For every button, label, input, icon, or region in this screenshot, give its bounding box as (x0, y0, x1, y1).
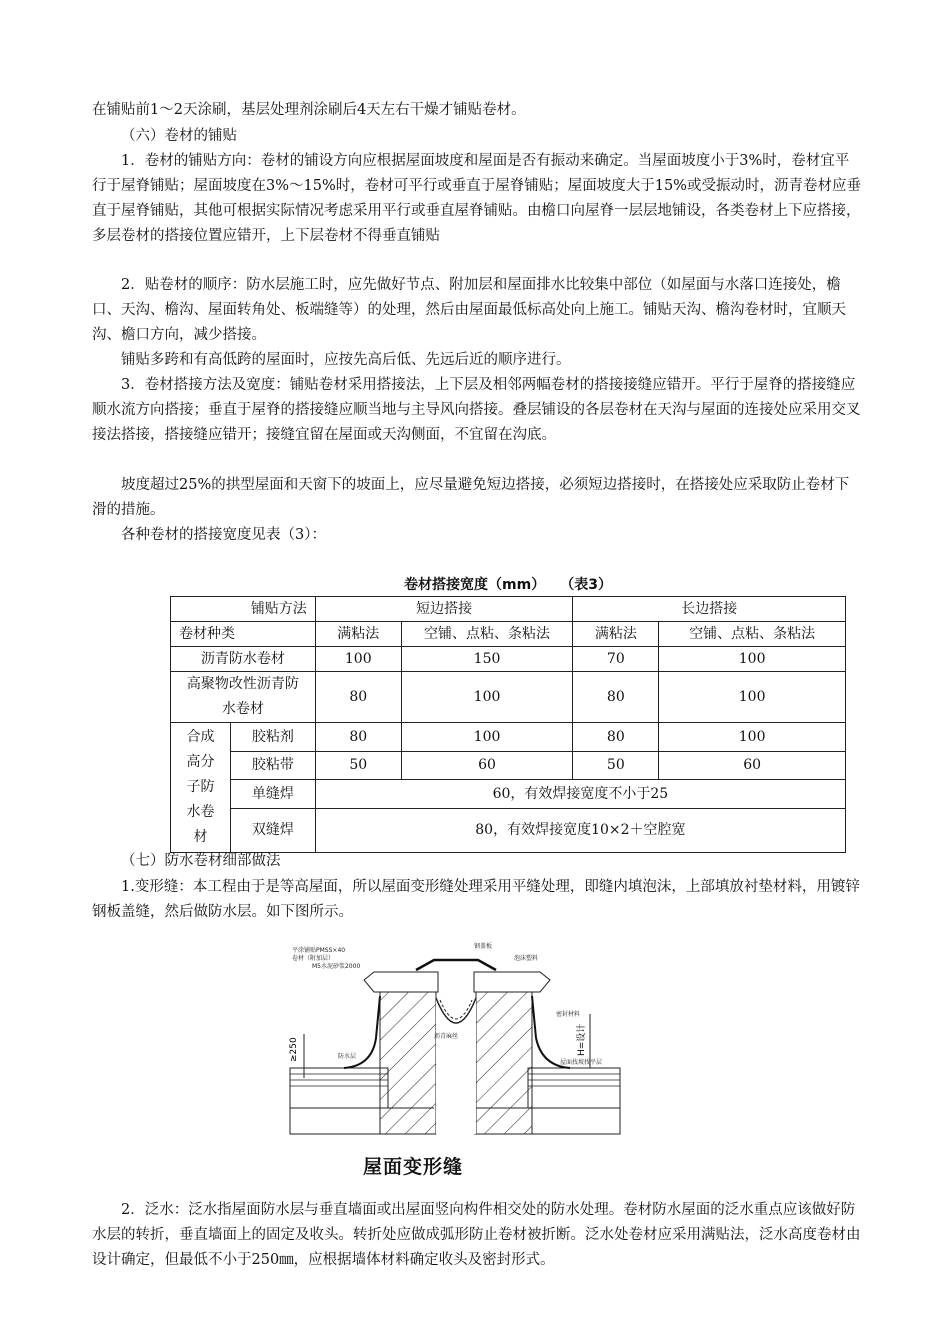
overlap-width-table (170, 596, 846, 853)
left-dimension-label: ≥250 (289, 1037, 299, 1062)
header-partial-bond: 空铺、点粘、条粘法 (659, 622, 846, 647)
paragraph-flashing: 2．泛水：泛水指屋面防水层与垂直墙面或出屋面竖向构件相交处的防水处理。卷材防水屋面的泛水重点应该做好防水层的转折，垂直墙面上的固定及收头。转折处应做成弧形防止卷材被折断。泛水处卷材应采用满贴法，泛水高度卷材由设计确定，但最低不小于250㎜，应根据墙体材料确定收头及密封形式。 (92, 1202, 861, 1268)
right-upstand-wall (476, 992, 532, 1134)
label-waterproof: 防水层 (338, 1053, 357, 1060)
row-name: 双缝焊 (230, 808, 315, 853)
table-number: （表3） (567, 577, 612, 593)
header-full-bond: 满粘法 (315, 622, 401, 647)
cell: 150 (401, 647, 573, 672)
row-name: 沥青防水卷材 (171, 647, 316, 672)
cell: 80 (315, 723, 401, 752)
table-title: 卷材搭接宽度（mm） (404, 577, 546, 593)
cell: 80 (315, 672, 401, 723)
paragraph-multispan: 铺贴多跨和有高低跨的屋面时，应按先高后低、先远后近的顺序进行。 (121, 352, 571, 368)
cell: 50 (573, 751, 659, 780)
right-membrane (532, 996, 570, 1068)
label-filler: 沥青麻丝 (434, 1033, 459, 1040)
cell: 80 (573, 723, 659, 752)
label-top-2: 卷材（附加层） (292, 955, 335, 962)
section-heading-6: （六）卷材的铺贴 (121, 128, 237, 144)
right-dimension-label: H=设计 (577, 1023, 587, 1056)
paragraph-table-ref: 各种卷材的搭接宽度见表（3）： (121, 527, 326, 543)
label-cover: 钢盖板 (474, 943, 493, 950)
cell: 60 (659, 751, 846, 780)
right-cap (474, 972, 550, 992)
expansion-joint-drawing (284, 938, 624, 1183)
paragraph-slope: 坡度超过25%的拱型屋面和天窗下的坡面上，应尽量避免短边搭接，必须短边搭接时，在搭接处应采取防止卷材下滑的措施。 (92, 477, 850, 518)
table-caption (170, 574, 846, 594)
row-name: 高聚物改性沥青防水卷材 (171, 672, 316, 723)
paragraph-laying-direction: 1．卷材的铺贴方向：卷材的铺设方向应根据屋面坡度和屋面是否有振动来确定。当屋面坡度小于3%时，卷材宜平行于屋脊铺贴；屋面坡度在3%～15%时，卷材可平行或垂直于屋脊铺贴；屋面坡度大于15%或受振动时，沥青卷材应垂直于屋脊铺贴，其他可根据实际情况考虑采用平行或垂直屋脊铺贴。由檐口向屋脊一层层地铺设，各类卷材上下应搭接，多层卷材的搭接位置应错开，上下层卷材不得垂直铺贴 (92, 153, 861, 244)
left-upstand-wall (380, 992, 436, 1134)
cell: 80 (573, 672, 659, 723)
header-partial-bond: 空铺、点粘、条粘法 (401, 622, 573, 647)
paragraph-overlap-method: 3．卷材搭接方法及宽度：铺贴卷材采用搭接法，上下层及相邻两幅卷材的搭接接缝应错开。平行于屋脊的搭接缝应顺水流方向搭接；垂直于屋脊的搭接缝应顺当地与主导风向搭接。叠层铺设的各层卷材在天沟与屋面的连接处应采用交叉接法搭接，搭接缝应错开；接缝宜留在屋面或天沟侧面，不宜留在沟底。 (92, 377, 861, 443)
section-heading-7: （七）防水卷材细部做法 (121, 853, 281, 869)
cell-merged: 80，有效焊接宽度10×2＋空腔宽 (315, 808, 845, 853)
left-cap (364, 972, 438, 992)
header-full-bond: 满粘法 (573, 622, 659, 647)
header-short-side: 短边搭接 (315, 597, 573, 622)
label-top-1: 平涂铺贴PMSS×40 (292, 947, 346, 954)
label-sealant: 密封材料 (556, 1011, 581, 1018)
cell: 100 (659, 723, 846, 752)
group-name: 合成高分子防水卷材 (171, 723, 231, 853)
row-name: 胶粘带 (230, 751, 315, 780)
label-top-3: M5水泥砂浆2000 (312, 963, 361, 970)
cell: 100 (659, 672, 846, 723)
paragraph-intro: 在铺贴前1～2天涂刷，基层处理剂涂刷后4天左右干燥才铺贴卷材。 (92, 102, 526, 118)
cell: 60 (401, 751, 573, 780)
cell-merged: 60，有效焊接宽度不小于25 (315, 780, 845, 809)
row-name: 单缝焊 (230, 780, 315, 809)
cell: 70 (573, 647, 659, 672)
figure-caption: 屋面变形缝 (363, 1156, 464, 1178)
cell: 100 (659, 647, 846, 672)
cell: 100 (401, 672, 573, 723)
header-long-side: 长边搭接 (573, 597, 846, 622)
row-name: 胶粘剂 (230, 723, 315, 752)
label-screed: 屋面找坡找平层 (560, 1059, 603, 1066)
cell: 100 (315, 647, 401, 672)
steel-cover-plate (416, 960, 496, 970)
header-type: 卷材种类 (171, 622, 316, 647)
cell: 50 (315, 751, 401, 780)
label-foam: 泡沫塑料 (514, 955, 539, 962)
paragraph-laying-order: 2．贴卷材的顺序：防水层施工时，应先做好节点、附加层和屋面排水比较集中部位（如屋面与水落口连接处，檐口、天沟、檐沟、屋面转角处、板端缝等）的处理，然后由屋面最低标高处向上施工。铺贴天沟、檐沟卷材时，宜顺天沟、檐口方向，减少搭接。 (92, 277, 846, 343)
paragraph-expansion-joint: 1.变形缝：本工程由于是等高屋面，所以屋面变形缝处理采用平缝处理，即缝内填泡沫，上部填放衬垫材料，用镀锌钢板盖缝，然后做防水层。如下图所示。 (92, 879, 860, 920)
cell: 100 (401, 723, 573, 752)
header-method: 铺贴方法 (171, 597, 316, 622)
